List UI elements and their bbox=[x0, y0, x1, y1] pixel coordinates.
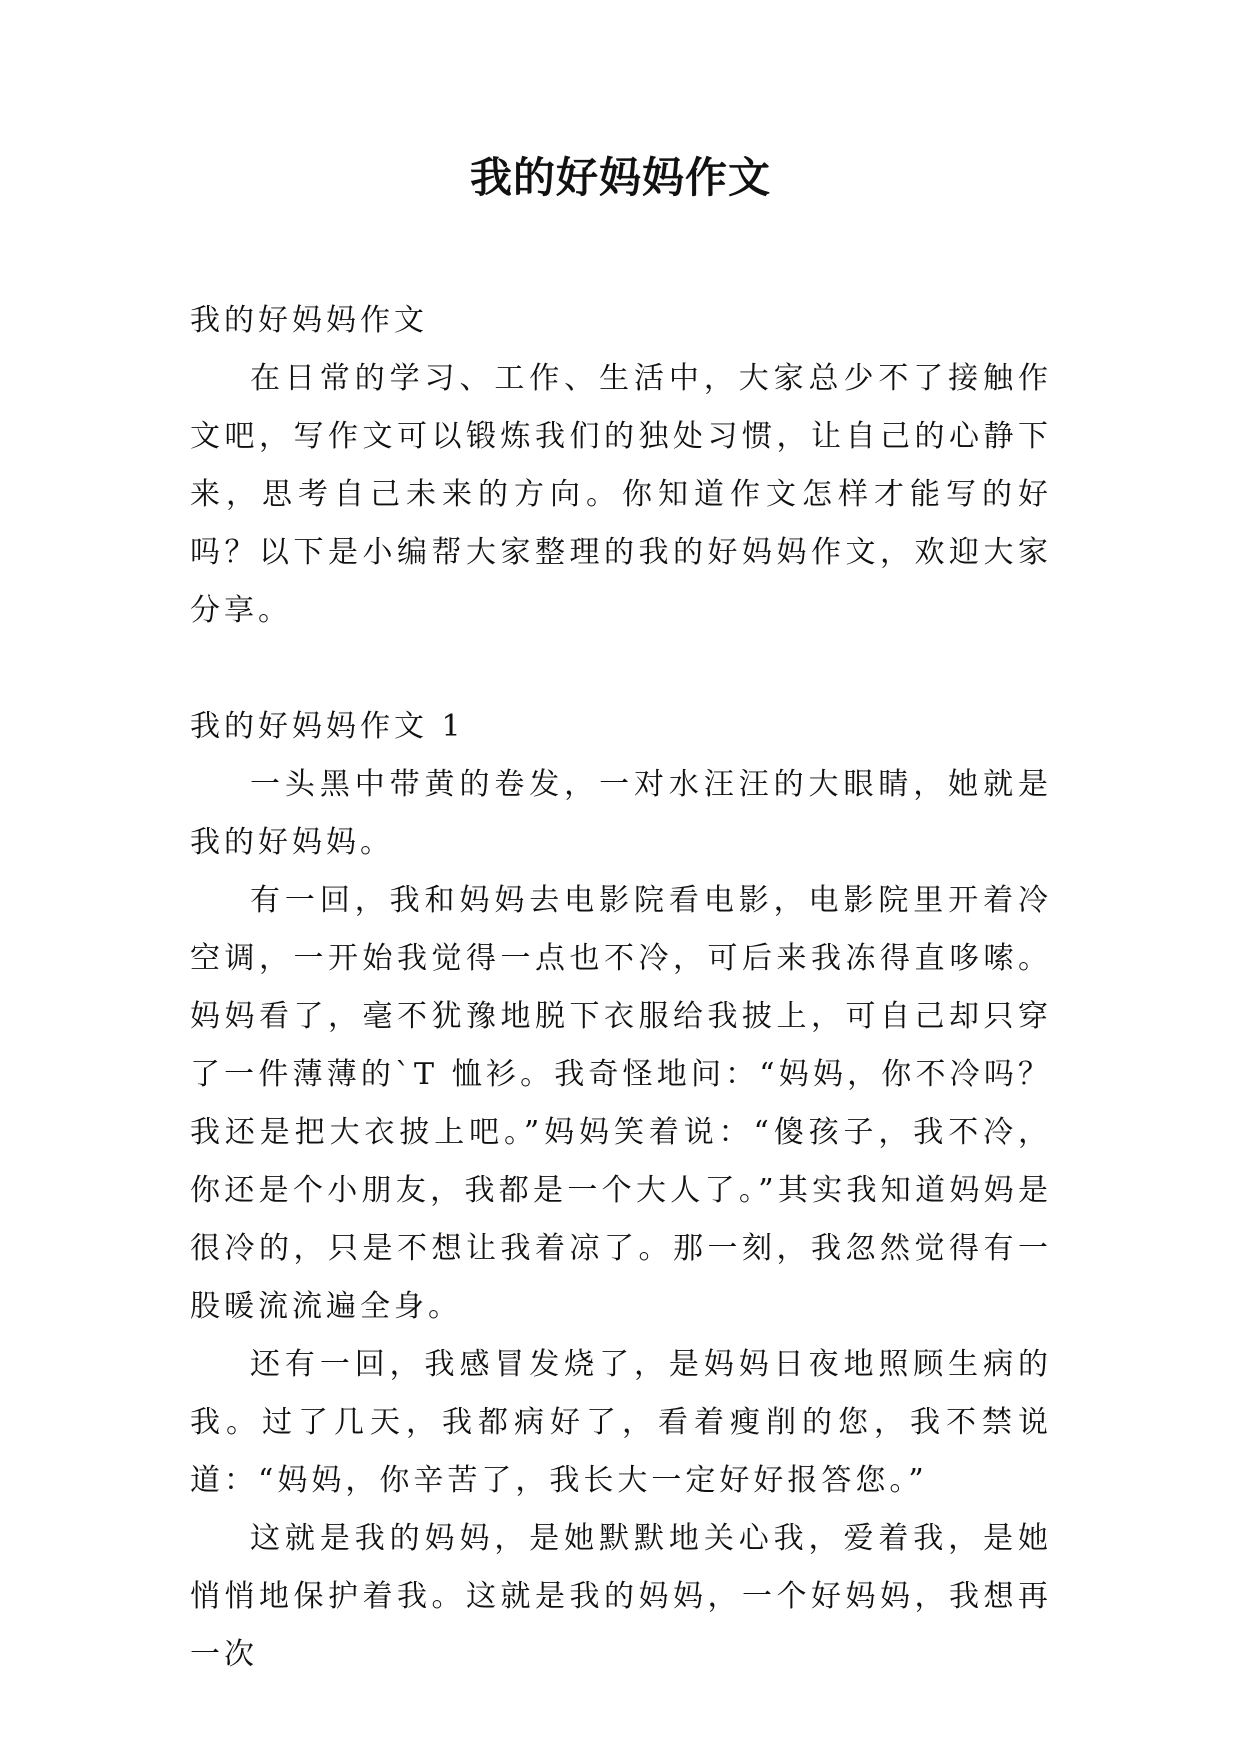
section-paragraph: 这就是我的妈妈，是她默默地关心我，爱着我，是她悄悄地保护着我。这就是我的妈妈，一个好妈妈，我想再一次 bbox=[190, 1521, 1052, 1672]
section-paragraph: 一头黑中带黄的卷发，一对水汪汪的大眼睛，她就是我的好妈妈。 bbox=[190, 767, 1052, 860]
intro-heading: 我的好妈妈作文 bbox=[190, 303, 428, 338]
section-heading: 我的好妈妈作文 1 bbox=[190, 709, 465, 744]
section-paragraph: 有一回，我和妈妈去电影院看电影，电影院里开着冷空调，一开始我觉得一点也不冷，可后来我冻得直哆嗦。妈妈看了，毫不犹豫地脱下衣服给我披上，可自己却只穿了一件薄薄的`T 恤衫。我奇怪地问：“妈妈，你不冷吗？我还是把大衣披上吧。”妈妈笑着说：“傻孩子，我不冷，你还是个小朋友，我都是一个大人了。”其实我知道妈妈是很冷的，只是不想让我着凉了。那一刻，我忽然觉得有一股暖流流遍全身。 bbox=[190, 883, 1052, 1324]
document-body bbox=[190, 292, 1052, 1684]
intro-paragraph: 在日常的学习、工作、生活中，大家总少不了接触作文吧，写作文可以锻炼我们的独处习惯，让自己的心静下来，思考自己未来的方向。你知道作文怎样才能写的好吗？以下是小编帮大家整理的我的好妈妈作文，欢迎大家分享。 bbox=[190, 361, 1052, 628]
document-title: 我的好妈妈作文 bbox=[469, 153, 771, 202]
section-spacer bbox=[190, 640, 1052, 698]
section-paragraph: 还有一回，我感冒发烧了，是妈妈日夜地照顾生病的我。过了几天，我都病好了，看着瘦削的您，我不禁说道：“妈妈，你辛苦了，我长大一定好好报答您。” bbox=[190, 1347, 1052, 1498]
